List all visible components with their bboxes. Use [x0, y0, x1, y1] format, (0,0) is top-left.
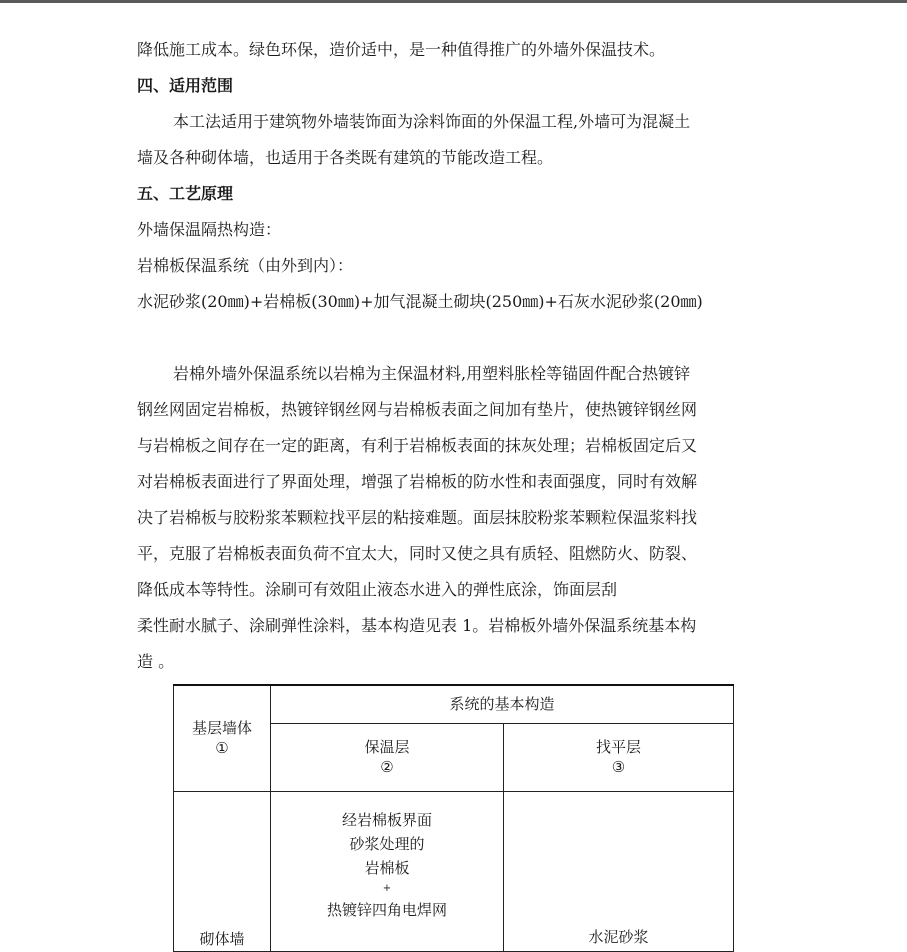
cell-text: 岩棉板 — [364, 858, 410, 877]
cell-text: 砂浆处理的 — [349, 834, 425, 853]
paragraph-line: 外墙保温隔热构造： — [137, 220, 282, 239]
header-leveling-layer — [504, 723, 734, 791]
header-group: 系统的基本构造 — [271, 685, 734, 723]
paragraph-line: 岩棉外墙外保温系统以岩棉为主保温材料,用塑料胀栓等锚固件配合热镀锌 — [173, 364, 691, 383]
blank-line — [137, 326, 777, 362]
cell-masonry-wall — [174, 791, 271, 951]
header-label: 保温层 — [364, 738, 410, 756]
paragraph-line: 柔性耐水腻子、涂刷弹性涂料，基本构造见表 1。岩棉板外墙外保温系统基本构 — [137, 616, 697, 635]
cell-leveling — [504, 791, 734, 951]
cell-text: 热镀锌四角电焊网 — [326, 900, 447, 919]
section-heading-5: 五、工艺原理 — [137, 184, 234, 203]
cell-insulation — [271, 791, 504, 951]
header-label: 找平层 — [595, 738, 641, 756]
paragraph-line: 降低成本等特性。涂刷可有效阻止液态水进入的弹性底涂，饰面层刮 — [137, 580, 618, 599]
paragraph-line: 降低施工成本。绿色环保，造价适中，是一种值得推广的外墙外保温技术。 — [137, 40, 666, 59]
top-border — [0, 0, 907, 3]
paragraph-line: 决了岩棉板与胶粉浆苯颗粒找平层的粘接难题。面层抹胶粉浆苯颗粒保温浆料找 — [137, 508, 698, 527]
paragraph-line: 本工法适用于建筑物外墙装饰面为涂料饰面的外保温工程,外墙可为混凝土 — [173, 112, 691, 131]
header-base-wall — [174, 685, 271, 791]
header-label: 基层墙体 — [191, 719, 252, 738]
header-number: ② — [380, 758, 394, 776]
construction-table — [173, 684, 734, 952]
construction-formula: 水泥砂浆(20㎜)+岩棉板(30㎜)+加气混凝土砌块(250㎜)+石灰水泥砂浆(20㎜) — [137, 292, 703, 311]
paragraph-line: 岩棉板保温系统（由外到内）： — [137, 256, 354, 275]
paragraph-line: 钢丝网固定岩棉板，热镀锌钢丝网与岩棉板表面之间加有垫片，使热镀锌钢丝网 — [137, 400, 698, 419]
document-body — [137, 38, 777, 686]
header-number: ③ — [611, 758, 626, 776]
paragraph-line: 对岩棉板表面进行了界面处理，增强了岩棉板的防水性和表面强度，同时有效解 — [137, 472, 698, 491]
header-insulation-layer — [271, 723, 504, 791]
cell-text: 经岩棉板界面 — [341, 810, 432, 829]
paragraph-line: 造 。 — [137, 652, 175, 671]
section-heading-4: 四、适用范围 — [137, 76, 234, 95]
cell-text: 砌体墙 — [199, 929, 245, 948]
paragraph-line: 墙及各种砌体墙，也适用于各类既有建筑的节能改造工程。 — [137, 148, 554, 167]
paragraph-line: 与岩棉板之间存在一定的距离，有利于岩棉板表面的抹灰处理；岩棉板固定后又 — [137, 436, 698, 455]
plus-sign: + — [382, 882, 392, 894]
paragraph-line: 平，克服了岩棉板表面负荷不宜太大，同时又使之具有质轻、阻燃防火、防裂、 — [137, 544, 698, 563]
cell-text: 水泥砂浆 — [588, 927, 649, 946]
header-number: ① — [215, 739, 229, 758]
